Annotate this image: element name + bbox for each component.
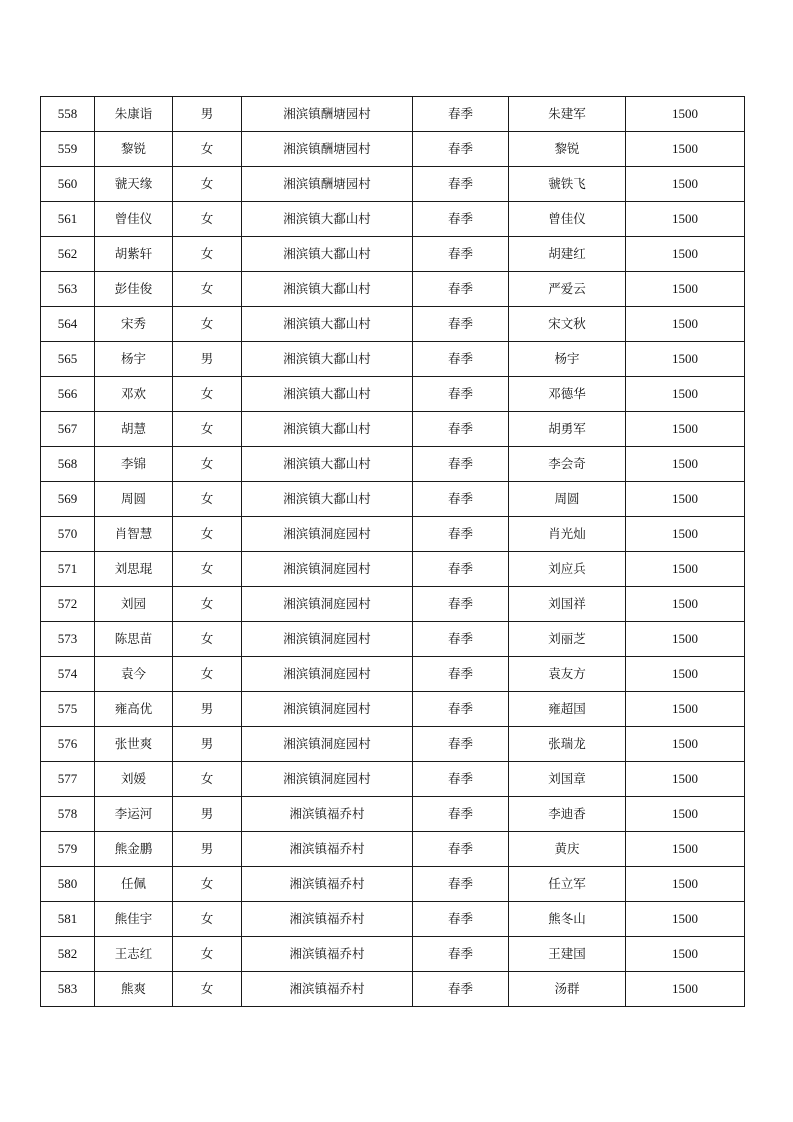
gender-cell: 女 [173, 657, 242, 692]
village-cell: 湘滨镇洞庭园村 [242, 622, 413, 657]
guardian-name-cell: 熊冬山 [509, 902, 626, 937]
village-cell: 湘滨镇洞庭园村 [242, 517, 413, 552]
gender-cell: 男 [173, 832, 242, 867]
gender-cell: 女 [173, 867, 242, 902]
row-number-cell: 567 [41, 412, 95, 447]
table-row [41, 377, 745, 412]
amount-cell: 1500 [626, 727, 745, 762]
guardian-name-cell: 朱建军 [509, 97, 626, 132]
village-cell: 湘滨镇大鄱山村 [242, 447, 413, 482]
gender-cell: 女 [173, 517, 242, 552]
gender-cell: 女 [173, 202, 242, 237]
row-number-cell: 565 [41, 342, 95, 377]
guardian-name-cell: 黄庆 [509, 832, 626, 867]
row-number-cell: 576 [41, 727, 95, 762]
guardian-name-cell: 邓德华 [509, 377, 626, 412]
row-number-cell: 582 [41, 937, 95, 972]
gender-cell: 女 [173, 762, 242, 797]
village-cell: 湘滨镇大鄱山村 [242, 307, 413, 342]
table-row [41, 272, 745, 307]
semester-cell: 春季 [413, 167, 509, 202]
village-cell: 湘滨镇福乔村 [242, 867, 413, 902]
amount-cell: 1500 [626, 482, 745, 517]
guardian-name-cell: 黎锐 [509, 132, 626, 167]
row-number-cell: 570 [41, 517, 95, 552]
gender-cell: 女 [173, 622, 242, 657]
guardian-name-cell: 汤群 [509, 972, 626, 1007]
village-cell: 湘滨镇洞庭园村 [242, 727, 413, 762]
guardian-name-cell: 胡勇军 [509, 412, 626, 447]
student-name-cell: 彭佳俊 [95, 272, 173, 307]
amount-cell: 1500 [626, 797, 745, 832]
semester-cell: 春季 [413, 622, 509, 657]
village-cell: 湘滨镇洞庭园村 [242, 692, 413, 727]
semester-cell: 春季 [413, 832, 509, 867]
guardian-name-cell: 刘应兵 [509, 552, 626, 587]
village-cell: 湘滨镇洞庭园村 [242, 762, 413, 797]
amount-cell: 1500 [626, 167, 745, 202]
village-cell: 湘滨镇大鄱山村 [242, 202, 413, 237]
student-name-cell: 李运河 [95, 797, 173, 832]
table-row [41, 622, 745, 657]
semester-cell: 春季 [413, 342, 509, 377]
amount-cell: 1500 [626, 972, 745, 1007]
row-number-cell: 583 [41, 972, 95, 1007]
row-number-cell: 581 [41, 902, 95, 937]
student-name-cell: 虢天缘 [95, 167, 173, 202]
table-row [41, 797, 745, 832]
table-row [41, 307, 745, 342]
amount-cell: 1500 [626, 867, 745, 902]
student-name-cell: 张世爽 [95, 727, 173, 762]
student-name-cell: 陈思苗 [95, 622, 173, 657]
row-number-cell: 579 [41, 832, 95, 867]
gender-cell: 女 [173, 412, 242, 447]
village-cell: 湘滨镇酬塘园村 [242, 97, 413, 132]
village-cell: 湘滨镇福乔村 [242, 797, 413, 832]
guardian-name-cell: 虢铁飞 [509, 167, 626, 202]
table-row [41, 342, 745, 377]
table-body [41, 97, 745, 1007]
gender-cell: 女 [173, 237, 242, 272]
gender-cell: 女 [173, 972, 242, 1007]
village-cell: 湘滨镇洞庭园村 [242, 552, 413, 587]
table-row [41, 202, 745, 237]
amount-cell: 1500 [626, 832, 745, 867]
village-cell: 湘滨镇洞庭园村 [242, 587, 413, 622]
student-name-cell: 刘园 [95, 587, 173, 622]
amount-cell: 1500 [626, 937, 745, 972]
table-row [41, 657, 745, 692]
guardian-name-cell: 李会奇 [509, 447, 626, 482]
amount-cell: 1500 [626, 902, 745, 937]
amount-cell: 1500 [626, 692, 745, 727]
student-name-cell: 胡紫轩 [95, 237, 173, 272]
row-number-cell: 558 [41, 97, 95, 132]
village-cell: 湘滨镇福乔村 [242, 902, 413, 937]
table-row [41, 587, 745, 622]
table-row [41, 132, 745, 167]
gender-cell: 男 [173, 342, 242, 377]
amount-cell: 1500 [626, 412, 745, 447]
student-name-cell: 杨宇 [95, 342, 173, 377]
semester-cell: 春季 [413, 377, 509, 412]
semester-cell: 春季 [413, 657, 509, 692]
row-number-cell: 574 [41, 657, 95, 692]
semester-cell: 春季 [413, 97, 509, 132]
village-cell: 湘滨镇酬塘园村 [242, 132, 413, 167]
gender-cell: 男 [173, 797, 242, 832]
student-name-cell: 胡慧 [95, 412, 173, 447]
table-row [41, 692, 745, 727]
village-cell: 湘滨镇大鄱山村 [242, 342, 413, 377]
amount-cell: 1500 [626, 447, 745, 482]
village-cell: 湘滨镇酬塘园村 [242, 167, 413, 202]
row-number-cell: 577 [41, 762, 95, 797]
village-cell: 湘滨镇福乔村 [242, 832, 413, 867]
student-name-cell: 黎锐 [95, 132, 173, 167]
table-row [41, 447, 745, 482]
amount-cell: 1500 [626, 587, 745, 622]
village-cell: 湘滨镇大鄱山村 [242, 412, 413, 447]
semester-cell: 春季 [413, 272, 509, 307]
row-number-cell: 562 [41, 237, 95, 272]
student-name-cell: 熊爽 [95, 972, 173, 1007]
table-row [41, 937, 745, 972]
row-number-cell: 573 [41, 622, 95, 657]
guardian-name-cell: 刘丽芝 [509, 622, 626, 657]
row-number-cell: 563 [41, 272, 95, 307]
row-number-cell: 572 [41, 587, 95, 622]
table-row [41, 482, 745, 517]
village-cell: 湘滨镇福乔村 [242, 937, 413, 972]
table-row [41, 167, 745, 202]
student-name-cell: 肖智慧 [95, 517, 173, 552]
table-row [41, 727, 745, 762]
gender-cell: 男 [173, 727, 242, 762]
guardian-name-cell: 任立军 [509, 867, 626, 902]
semester-cell: 春季 [413, 237, 509, 272]
row-number-cell: 568 [41, 447, 95, 482]
row-number-cell: 580 [41, 867, 95, 902]
row-number-cell: 560 [41, 167, 95, 202]
amount-cell: 1500 [626, 552, 745, 587]
gender-cell: 女 [173, 937, 242, 972]
row-number-cell: 569 [41, 482, 95, 517]
semester-cell: 春季 [413, 517, 509, 552]
row-number-cell: 561 [41, 202, 95, 237]
table-row [41, 762, 745, 797]
gender-cell: 男 [173, 692, 242, 727]
semester-cell: 春季 [413, 902, 509, 937]
student-name-cell: 刘思琨 [95, 552, 173, 587]
row-number-cell: 564 [41, 307, 95, 342]
row-number-cell: 575 [41, 692, 95, 727]
gender-cell: 女 [173, 132, 242, 167]
amount-cell: 1500 [626, 657, 745, 692]
student-name-cell: 周圆 [95, 482, 173, 517]
semester-cell: 春季 [413, 972, 509, 1007]
student-name-cell: 王志红 [95, 937, 173, 972]
student-name-cell: 熊金鹏 [95, 832, 173, 867]
village-cell: 湘滨镇大鄱山村 [242, 482, 413, 517]
guardian-name-cell: 肖光灿 [509, 517, 626, 552]
village-cell: 湘滨镇大鄱山村 [242, 237, 413, 272]
table-row [41, 902, 745, 937]
semester-cell: 春季 [413, 937, 509, 972]
row-number-cell: 578 [41, 797, 95, 832]
amount-cell: 1500 [626, 342, 745, 377]
student-name-cell: 李锦 [95, 447, 173, 482]
table-row [41, 972, 745, 1007]
amount-cell: 1500 [626, 762, 745, 797]
amount-cell: 1500 [626, 517, 745, 552]
table-row [41, 412, 745, 447]
amount-cell: 1500 [626, 307, 745, 342]
guardian-name-cell: 杨宇 [509, 342, 626, 377]
gender-cell: 女 [173, 447, 242, 482]
table-row [41, 832, 745, 867]
amount-cell: 1500 [626, 132, 745, 167]
gender-cell: 女 [173, 167, 242, 202]
village-cell: 湘滨镇大鄱山村 [242, 377, 413, 412]
student-name-cell: 宋秀 [95, 307, 173, 342]
village-cell: 湘滨镇大鄱山村 [242, 272, 413, 307]
amount-cell: 1500 [626, 237, 745, 272]
guardian-name-cell: 刘国祥 [509, 587, 626, 622]
subsidy-table [40, 96, 745, 1007]
semester-cell: 春季 [413, 797, 509, 832]
student-name-cell: 袁今 [95, 657, 173, 692]
guardian-name-cell: 曾佳仪 [509, 202, 626, 237]
student-name-cell: 朱康诣 [95, 97, 173, 132]
gender-cell: 女 [173, 272, 242, 307]
amount-cell: 1500 [626, 622, 745, 657]
amount-cell: 1500 [626, 272, 745, 307]
semester-cell: 春季 [413, 552, 509, 587]
table-row [41, 97, 745, 132]
semester-cell: 春季 [413, 867, 509, 902]
table-row [41, 552, 745, 587]
gender-cell: 女 [173, 482, 242, 517]
semester-cell: 春季 [413, 482, 509, 517]
gender-cell: 女 [173, 307, 242, 342]
gender-cell: 男 [173, 97, 242, 132]
guardian-name-cell: 张瑞龙 [509, 727, 626, 762]
guardian-name-cell: 刘国章 [509, 762, 626, 797]
semester-cell: 春季 [413, 587, 509, 622]
student-name-cell: 任佩 [95, 867, 173, 902]
guardian-name-cell: 李迪香 [509, 797, 626, 832]
student-name-cell: 曾佳仪 [95, 202, 173, 237]
guardian-name-cell: 宋文秋 [509, 307, 626, 342]
guardian-name-cell: 袁友方 [509, 657, 626, 692]
gender-cell: 女 [173, 552, 242, 587]
student-name-cell: 邓欢 [95, 377, 173, 412]
amount-cell: 1500 [626, 202, 745, 237]
guardian-name-cell: 胡建红 [509, 237, 626, 272]
guardian-name-cell: 王建国 [509, 937, 626, 972]
semester-cell: 春季 [413, 307, 509, 342]
village-cell: 湘滨镇洞庭园村 [242, 657, 413, 692]
village-cell: 湘滨镇福乔村 [242, 972, 413, 1007]
gender-cell: 女 [173, 902, 242, 937]
amount-cell: 1500 [626, 377, 745, 412]
student-name-cell: 熊佳宇 [95, 902, 173, 937]
semester-cell: 春季 [413, 447, 509, 482]
guardian-name-cell: 雍超国 [509, 692, 626, 727]
table-row [41, 517, 745, 552]
student-name-cell: 雍高优 [95, 692, 173, 727]
semester-cell: 春季 [413, 692, 509, 727]
semester-cell: 春季 [413, 202, 509, 237]
gender-cell: 女 [173, 587, 242, 622]
row-number-cell: 559 [41, 132, 95, 167]
table-row [41, 237, 745, 272]
semester-cell: 春季 [413, 412, 509, 447]
row-number-cell: 571 [41, 552, 95, 587]
row-number-cell: 566 [41, 377, 95, 412]
student-name-cell: 刘媛 [95, 762, 173, 797]
amount-cell: 1500 [626, 97, 745, 132]
semester-cell: 春季 [413, 762, 509, 797]
guardian-name-cell: 周圆 [509, 482, 626, 517]
semester-cell: 春季 [413, 727, 509, 762]
table-row [41, 867, 745, 902]
guardian-name-cell: 严爱云 [509, 272, 626, 307]
semester-cell: 春季 [413, 132, 509, 167]
gender-cell: 女 [173, 377, 242, 412]
